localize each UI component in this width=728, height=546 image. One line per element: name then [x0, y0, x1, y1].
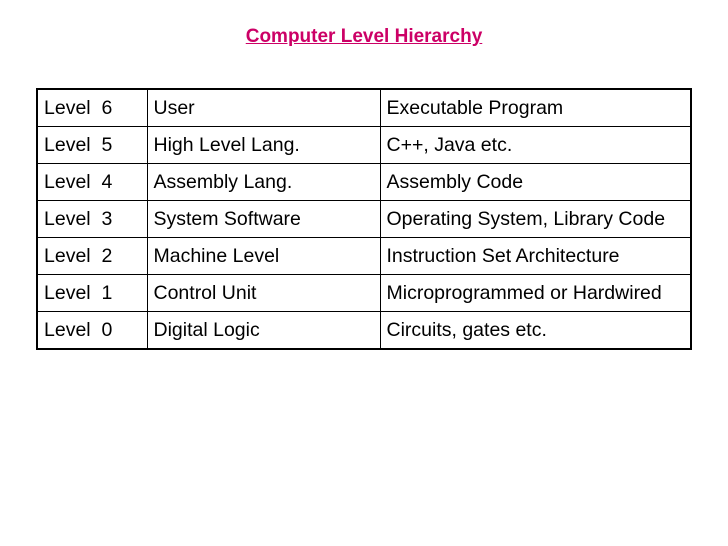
example-cell: C++, Java etc. [380, 127, 691, 164]
example-cell: Operating System, Library Code [380, 201, 691, 238]
name-cell: System Software [147, 201, 380, 238]
example-cell: Instruction Set Architecture [380, 238, 691, 275]
table-row [37, 127, 691, 164]
table-row [37, 238, 691, 275]
level-cell: Level 2 [37, 238, 147, 275]
table-row [37, 312, 691, 350]
level-cell: Level 3 [37, 201, 147, 238]
name-cell: User [147, 89, 380, 127]
table-row [37, 89, 691, 127]
table-row [37, 164, 691, 201]
level-cell: Level 4 [37, 164, 147, 201]
level-cell: Level 1 [37, 275, 147, 312]
example-cell: Assembly Code [380, 164, 691, 201]
name-cell: Control Unit [147, 275, 380, 312]
name-cell: Digital Logic [147, 312, 380, 350]
name-cell: High Level Lang. [147, 127, 380, 164]
table-row [37, 275, 691, 312]
page-title: Computer Level Hierarchy [245, 26, 483, 47]
level-cell: Level 6 [37, 89, 147, 127]
level-hierarchy-table [36, 88, 692, 350]
name-cell: Machine Level [147, 238, 380, 275]
example-cell: Executable Program [380, 89, 691, 127]
example-cell: Microprogrammed or Hardwired [380, 275, 691, 312]
level-cell: Level 5 [37, 127, 147, 164]
name-cell: Assembly Lang. [147, 164, 380, 201]
example-cell: Circuits, gates etc. [380, 312, 691, 350]
table-row [37, 201, 691, 238]
level-cell: Level 0 [37, 312, 147, 350]
